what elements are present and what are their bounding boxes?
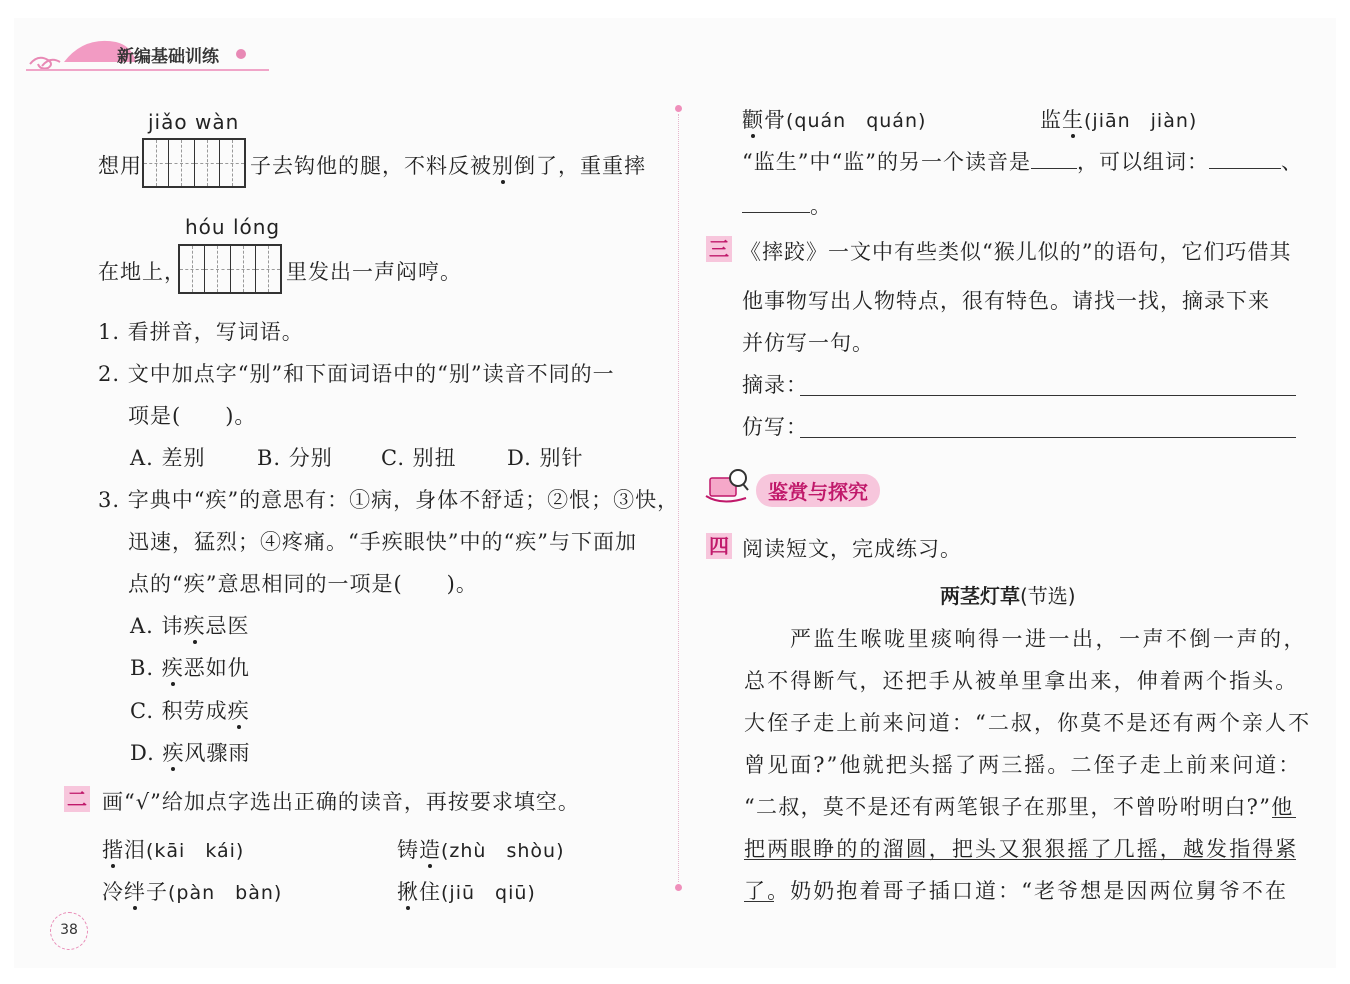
pinyin-jiaowan: jiǎo wàn xyxy=(148,110,240,134)
passage-line2-post: 里发出一声闷哼。 xyxy=(286,260,462,284)
section-badge-2: 二 xyxy=(64,786,90,812)
fill-line-2: 。 xyxy=(742,190,832,220)
question-1: 1. 看拼音，写词语。 xyxy=(98,320,304,344)
section-4-instruction: 阅读短文，完成练习。 xyxy=(742,537,962,561)
q3-option-d[interactable]: D. 疾风骤雨 xyxy=(130,741,251,765)
book-magnifier-icon xyxy=(702,466,752,508)
fold-dot-bottom xyxy=(675,884,682,891)
answer-blank-reading[interactable] xyxy=(1031,148,1077,169)
imitate-answer-line[interactable] xyxy=(800,437,1296,438)
article-underline-2 xyxy=(744,859,1296,860)
question-2-line2: 项是( )。 xyxy=(128,404,257,428)
fold-dot-top xyxy=(675,105,682,112)
question-3-line2: 迅速，猛烈；④疼痛。“手疾眼快”中的“疾”与下面加 xyxy=(128,530,637,554)
article-line-7: 了。奶奶抱着哥子插口道：“老爷想是因两位舅爷不在 xyxy=(744,879,1289,903)
article-underline-3 xyxy=(744,901,774,902)
dotted-char-bie: 别 xyxy=(492,154,514,178)
imitate-label: 仿写： xyxy=(742,415,808,439)
article-underline-1 xyxy=(1272,817,1296,818)
writing-grid-1[interactable] xyxy=(142,138,246,188)
pinyin-houlong: hóu lóng xyxy=(185,215,281,239)
reading-item-jiuzhu[interactable]: 揪住(jiū qiū) xyxy=(397,880,536,904)
q3-option-a[interactable]: A. 讳疾忌医 xyxy=(130,614,250,638)
article-line-6: 把两眼睁的的溜圆，把头又狠狠摇了几摇，越发指得紧 xyxy=(744,837,1299,861)
q2-option-b[interactable]: B. 分别 xyxy=(257,446,333,470)
q3-option-c[interactable]: C. 积劳成疾 xyxy=(130,699,250,723)
reading-item-kailei[interactable]: 揩泪(kāi kái) xyxy=(102,838,245,862)
section-3-line1: 《摔跤》一文中有些类似“猴儿似的”的语句，它们巧借其 xyxy=(740,240,1292,264)
article-line-3: 大侄子走上前来问道：“二叔，你莫不是还有两个亲人不 xyxy=(744,711,1312,735)
reading-item-quangu[interactable]: 颧骨(quán quán) xyxy=(742,108,927,132)
appreciation-section-title: 鉴赏与探究 xyxy=(756,474,880,507)
reading-item-lengbanzi[interactable]: 冷绊子(pàn bàn) xyxy=(102,880,283,904)
header-title: 新编基础训练 xyxy=(117,47,219,67)
section-badge-3: 三 xyxy=(706,236,732,262)
answer-blank-word2[interactable] xyxy=(742,192,810,213)
writing-grid-2[interactable] xyxy=(178,244,282,294)
page-number: 38 xyxy=(60,922,78,938)
article-line-1: 严监生喉咙里痰响得一进一出，一声不倒一声的， xyxy=(790,627,1307,651)
passage-line1-pre: 想用 xyxy=(98,154,142,178)
q2-option-c[interactable]: C. 别扭 xyxy=(381,446,457,470)
passage-line1-post: 子去钩他的腿，不料反被别倒了，重重摔 xyxy=(250,154,646,178)
section-3-line2: 他事物写出人物特点，很有特色。请找一找，摘录下来 xyxy=(742,289,1270,313)
section-badge-4: 四 xyxy=(706,533,732,559)
article-line-4: 曾见面?”他就把头摇了两三摇。二侄子走上前来问道： xyxy=(744,753,1302,777)
q2-option-d[interactable]: D. 别针 xyxy=(507,446,584,470)
excerpt-label: 摘录： xyxy=(742,373,808,397)
article-line-5: “二叔，莫不是还有两笔银子在那里，不曾吩咐明白?”他 xyxy=(744,795,1294,819)
article-title: 两茎灯草(节选) xyxy=(940,584,1076,608)
reading-item-jiansheng[interactable]: 监生(jiān jiàn) xyxy=(1040,108,1198,132)
section-3-line3: 并仿写一句。 xyxy=(742,331,874,355)
q2-option-a[interactable]: A. 差别 xyxy=(130,446,206,470)
passage-line2-pre: 在地上， xyxy=(98,260,186,284)
q3-option-b[interactable]: B. 疾恶如仇 xyxy=(130,656,250,680)
section-2-instruction: 画“√”给加点字选出正确的读音，再按要求填空。 xyxy=(102,790,580,814)
excerpt-answer-line[interactable] xyxy=(800,395,1296,396)
question-3-line3: 点的“疾”意思相同的一项是( )。 xyxy=(128,572,478,596)
answer-blank-word1[interactable] xyxy=(1209,148,1281,169)
question-2-line1: 2. 文中加点字“别”和下面词语中的“别”读音不同的一 xyxy=(98,362,615,386)
question-3-line1: 3. 字典中“疾”的意思有：①病，身体不舒适；②恨；③快， xyxy=(98,488,680,512)
article-line-2: 总不得断气，还把手从被单里拿出来，伸着两个指头。 xyxy=(744,669,1299,693)
reading-item-zhuzao[interactable]: 铸造(zhù shòu) xyxy=(397,838,565,862)
fill-line-1: “监生”中“监”的另一个读音是 ，可以组词： 、 xyxy=(742,150,1303,174)
